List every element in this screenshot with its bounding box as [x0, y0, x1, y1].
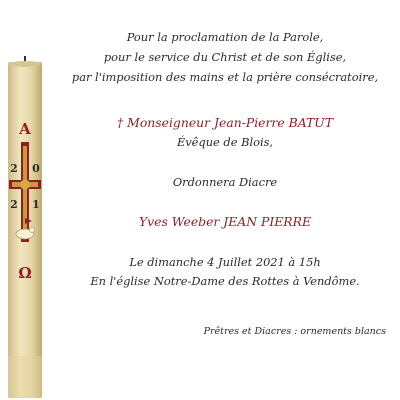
paschal-candle-icon — [5, 56, 45, 398]
omega-symbol: Ω — [18, 264, 32, 282]
date-line: Le dimanche 4 Juillet 2021 à 15h — [129, 255, 321, 269]
place-line: En l'église Notre-Dame des Rottes à Vendôme. — [90, 274, 360, 288]
bishop-title: Évêque de Blois, — [176, 135, 274, 149]
paschal-candle-image — [5, 56, 45, 398]
intro-line-1: Pour la proclamation de la Parole, — [126, 30, 324, 44]
candle-base-shade — [8, 356, 42, 398]
vestment-footnote: Prêtres et Diacres : ornements blancs — [203, 326, 386, 337]
intro-line-3: par l'imposition des mains et la prière consécratoire, — [71, 70, 379, 84]
year-digit-2: 0 — [32, 162, 40, 175]
cross-symbol: † — [117, 115, 124, 130]
bishop-name: Monseigneur Jean-Pierre BATUT — [127, 115, 333, 130]
ordination-action: Ordonnera Diacre — [172, 175, 278, 189]
bishop-name-line — [50, 115, 400, 130]
ordinand-name: Yves Weeber JEAN PIERRE — [138, 214, 312, 229]
alpha-symbol: A — [19, 120, 31, 138]
intro-line-2: pour le service du Christ et de son Église, — [103, 50, 347, 64]
candle-top — [9, 61, 41, 67]
year-digit-3: 2 — [10, 198, 18, 211]
year-digit-4: 1 — [32, 198, 40, 211]
year-digit-1: 2 — [10, 162, 18, 175]
